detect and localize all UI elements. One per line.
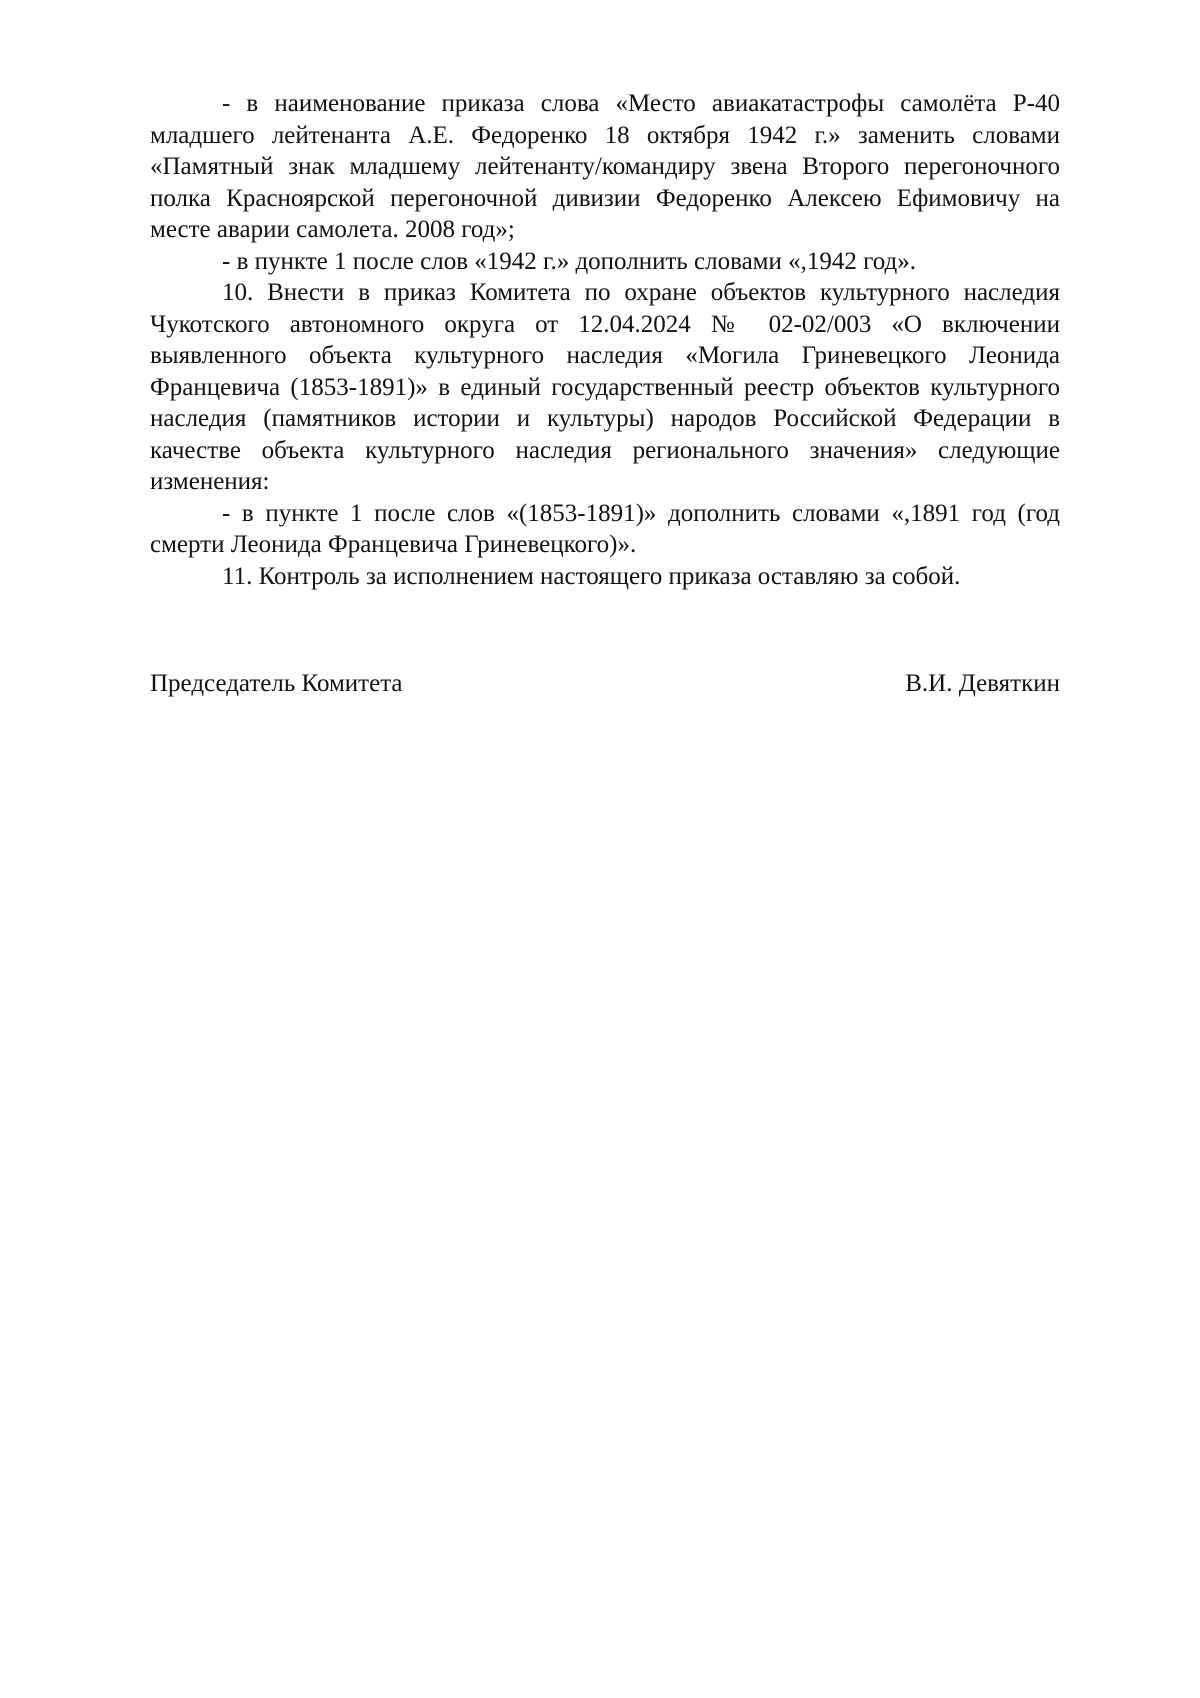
- signatory-position: Председатель Комитета: [150, 670, 403, 697]
- paragraph-point-1-amendment-grinevetsky: - в пункте 1 после слов «(1853-1891)» дополнить словами «,1891 год (год смерти Леонида Францевича Гриневецкого)».: [150, 499, 1060, 558]
- document-body: [150, 88, 1060, 592]
- paragraph-point-1-amendment: - в пункте 1 после слов «1942 г.» дополнить словами «,1942 год».: [222, 247, 917, 275]
- signature-block: [150, 668, 1060, 700]
- paragraph-rename-order: - в наименование приказа слова «Место авиакатастрофы самолёта Р-40 младшего лейтенанта А.Е. Федоренко 18 октября 1942 г.» заменить словами «Памятный знак младшему лейтенанту/командиру звена Второго перегоночного полка Красноярской перегоночной дивизии Федоренко Алексею Ефимовичу на месте аварии самолета. 2008 год»;: [150, 90, 1060, 243]
- signatory-name: В.И. Девяткин: [905, 670, 1060, 697]
- paragraph-item-10: 10. Внести в приказ Комитета по охране объектов культурного наследия Чукотского автономного округа от 12.04.2024 № 02-02/003 «О включении выявленного объекта культурного наследия «Могила Гриневецкого Леонида Францевича (1853-1891)» в единый государственный реестр объектов культурного наследия (памятников истории и культуры) народов Российской Федерации в качестве объекта культурного наследия регионального значения» следующие изменения:: [150, 279, 1060, 495]
- paragraph-item-11: 11. Контроль за исполнением настоящего приказа оставляю за собой.: [222, 562, 961, 590]
